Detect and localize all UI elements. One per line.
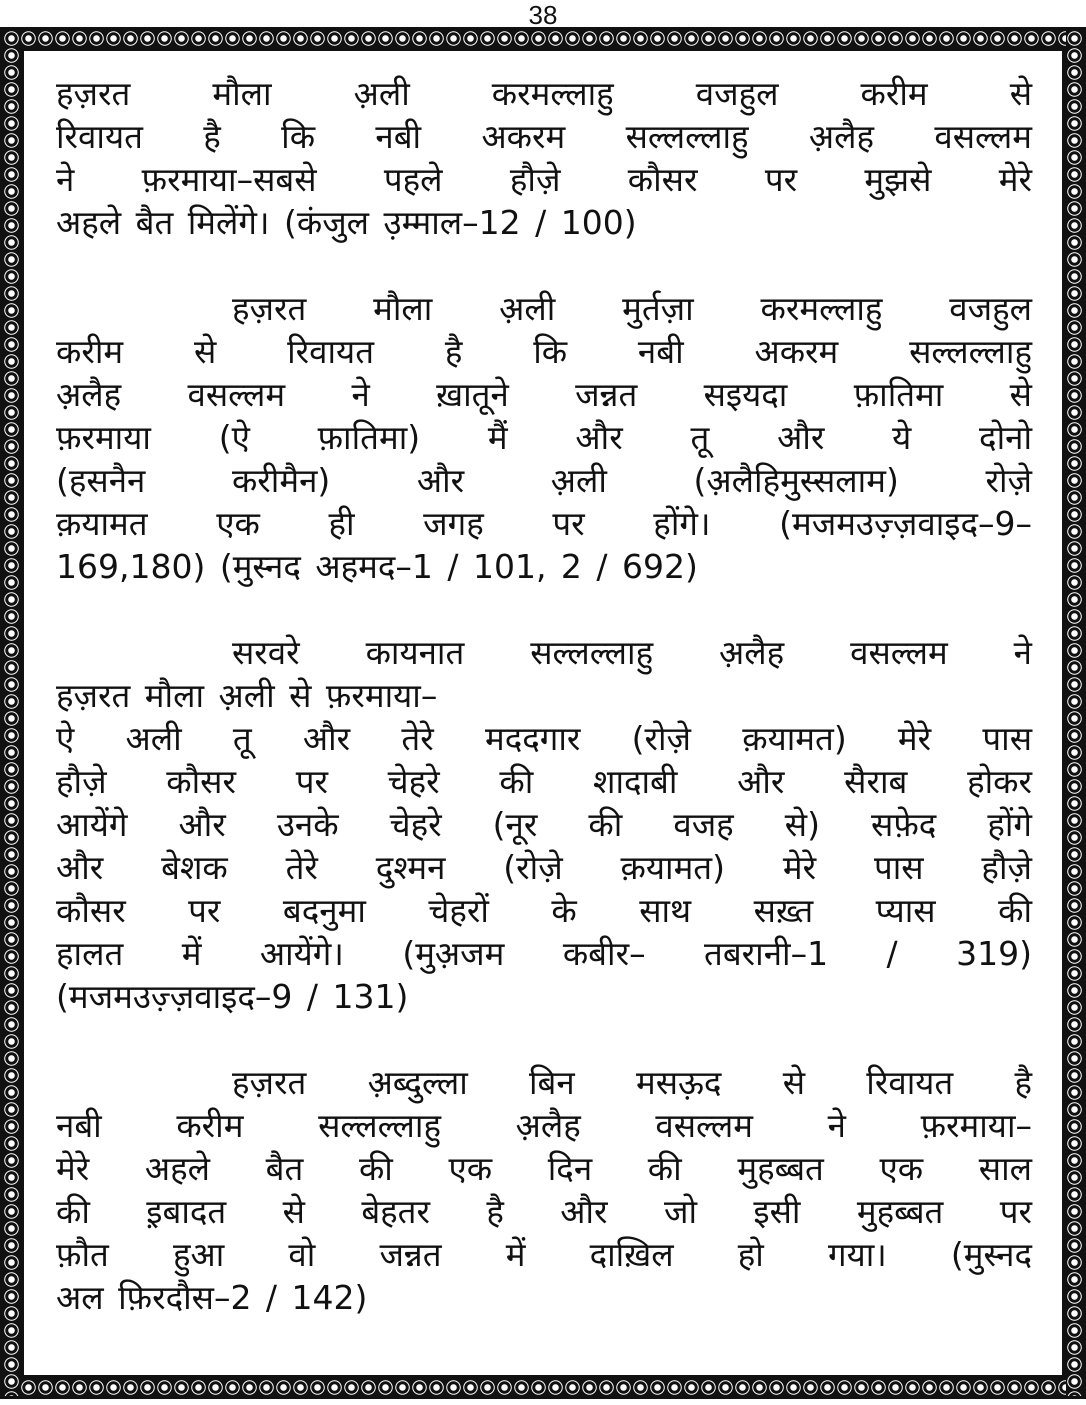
text-line: फ़रमाया (ऐ फ़ातिमा) मैं और तू और ये दोनो xyxy=(56,418,1032,457)
text-line: (हसनैन करीमैन) और अ़ली (अ़लैहिमुस्सलाम) रोज़े xyxy=(56,461,1032,500)
page-body xyxy=(56,72,1032,1319)
text-line: हालत में आयेंगे। (मुअ़जम कबीर– तबरानी–1 / 319) xyxy=(56,934,1032,973)
text-line: करीम से रिवायत है कि नबी अकरम सल्लल्लाहु xyxy=(56,332,1032,371)
text-line: हज़रत मौला अ़ली से फ़रमाया– xyxy=(56,676,438,715)
text-line: अल फ़िरदौस–2 / 142) xyxy=(56,1278,368,1317)
text-line: हौज़े कौसर पर चेहरे की शादाबी और सैराब होकर xyxy=(56,762,1032,801)
text-line: हज़रत अ़ब्दुल्ला बिन मसऊ़द से रिवायत है xyxy=(232,1063,1032,1102)
text-line: नबी करीम सल्लल्लाहु अ़लैह वसल्लम ने फ़रमाया– xyxy=(56,1106,1032,1145)
text-line: ने फ़रमाया–सबसे पहले हौज़े कौसर पर मुझसे मेरे xyxy=(56,160,1032,199)
paragraph-gap xyxy=(56,1018,1032,1061)
border-top-star-band xyxy=(3,30,1083,47)
text-line: हज़रत मौला अ़ली मुर्तज़ा करमल्लाहु वजहुल xyxy=(232,289,1032,328)
border-left-star-band xyxy=(3,30,20,1396)
text-line: हज़रत मौला अ़ली करमल्लाहु वजहुल करीम से xyxy=(56,74,1032,113)
paragraph xyxy=(56,1061,1032,1319)
paragraph-gap xyxy=(56,588,1032,631)
border-bottom-star-band xyxy=(3,1379,1083,1396)
border-right-star-band xyxy=(1066,30,1083,1396)
text-line: कौसर पर बदनुमा चेहरों के साथ सख़्त प्यास की xyxy=(56,891,1032,930)
text-line: अहले बैत मिलेंगे। (कंजुल उ़म्माल–12 / 100) xyxy=(56,203,637,242)
text-line: रिवायत है कि नबी अकरम सल्लल्लाहु अ़लैह वसल्लम xyxy=(56,117,1032,156)
text-line: क़यामत एक ही जगह पर होंगे। (मजमउज़्ज़वाइद–9– xyxy=(56,504,1032,543)
text-line: की इ़बादत से बेहतर है और जो इसी मुहब्बत पर xyxy=(56,1192,1032,1231)
page-number: 38 xyxy=(528,0,558,30)
text-line: आयेंगे और उनके चेहरे (नूर की वजह से) सफ़ेद होंगे xyxy=(56,805,1032,844)
text-line: सरवरे कायनात सल्लल्लाहु अ़लैह वसल्लम ने xyxy=(232,633,1032,672)
text-line: मेरे अहले बैत की एक दिन की मुहब्बत एक साल xyxy=(56,1149,1032,1188)
paragraph xyxy=(56,72,1032,244)
text-line: अ़लैह वसल्लम ने ख़ातूने जन्नत सइयदा फ़ातिमा से xyxy=(56,375,1032,414)
paragraph xyxy=(56,631,1032,1018)
text-line: 169,180) (मुस्नद अहमद–1 / 101, 2 / 692) xyxy=(56,547,698,586)
text-line: फ़ौत हुआ वो जन्नत में दाख़िल हो गया। (मुस्नद xyxy=(56,1235,1032,1274)
paragraph xyxy=(56,287,1032,588)
text-line: और बेशक तेरे दुश्मन (रोज़े क़यामत) मेरे पास हौज़े xyxy=(56,848,1032,887)
text-line: (मजमउज़्ज़वाइद–9 / 131) xyxy=(56,977,409,1016)
paragraph-gap xyxy=(56,244,1032,287)
text-line: ऐ अली तू और तेरे मददगार (रोज़े क़यामत) मेरे पास xyxy=(56,719,1032,758)
